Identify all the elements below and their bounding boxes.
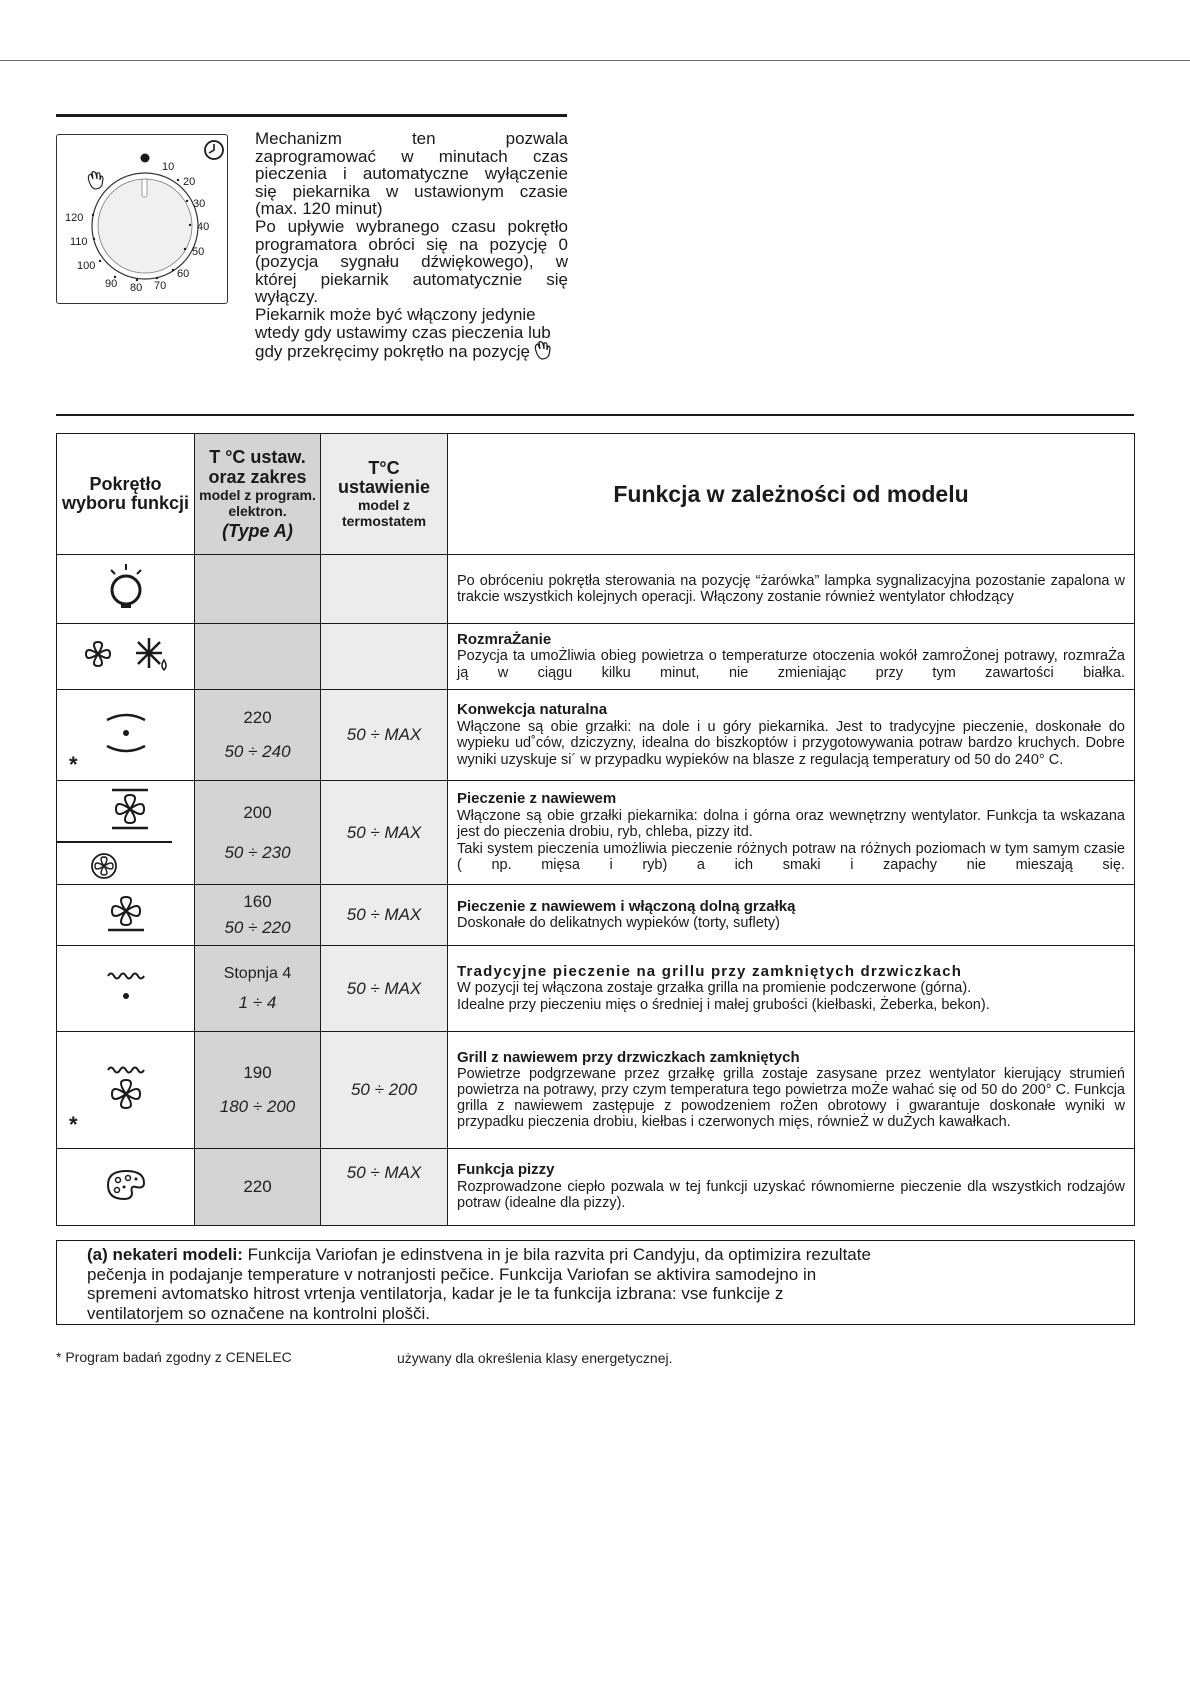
fan-with-heaters-icon xyxy=(105,787,155,831)
timer-line: się piekarnika w ustawionym czasie xyxy=(255,181,568,201)
dial-number: 10 xyxy=(162,161,175,173)
dial-number: 100 xyxy=(77,260,96,272)
timer-line: Po upływie wybranego czasu pokrętło xyxy=(255,216,568,236)
section-rule xyxy=(56,114,567,117)
thermo-value: 50 ÷ 200 xyxy=(350,1080,418,1099)
table-row xyxy=(57,781,1135,885)
thermo-value: 50 ÷ MAX xyxy=(346,1163,422,1182)
row-title: Pieczenie z nawiewem xyxy=(457,790,617,808)
row-thermo-cell xyxy=(321,781,448,885)
star-marker: * xyxy=(69,1112,78,1137)
temp-set: 200 xyxy=(243,802,272,822)
timer-line: której piekarnik automatycznie się xyxy=(255,269,568,289)
row-thermo-cell xyxy=(321,555,448,624)
note-box xyxy=(56,1240,1135,1325)
row-desc-cell xyxy=(448,1149,1135,1226)
thermo-value: 50 ÷ MAX xyxy=(346,725,422,744)
header-knob: Pokrętło wyboru funkcji xyxy=(57,434,195,555)
zero-dot-icon xyxy=(141,154,150,163)
row-temp-cell xyxy=(195,690,321,781)
row-icon-cell xyxy=(57,885,195,946)
row-icon-cell xyxy=(57,1032,195,1149)
temp-range: 180 ÷ 200 xyxy=(219,1097,296,1116)
timer-line: (max. 120 minut) xyxy=(255,199,383,219)
timer-line: (pozycja sygnału dźwiękowego), w xyxy=(255,252,568,272)
row-desc-cell xyxy=(448,885,1135,946)
header-thermo: T°C ustawienie model z termostatem xyxy=(321,434,448,555)
fan-grill-icon xyxy=(104,1064,148,1112)
fan-icon xyxy=(86,642,110,666)
temp-set: Stopnja 4 xyxy=(223,964,292,982)
row-description: Włączone są obie grzałki piekarnika: dolna i górna oraz wewnętrzny wentylator. Funkcja ta wskazana jest do pieczenia drobiu, ryb, chleba, pizzy itd. xyxy=(457,807,1125,841)
dial-number: 50 xyxy=(192,246,205,258)
top-rule xyxy=(0,60,1190,61)
temp-set: 220 xyxy=(243,708,272,727)
conventional-heating-icon xyxy=(101,708,151,758)
row-icon-cell xyxy=(57,1149,195,1226)
table-row xyxy=(57,946,1135,1032)
timer-line: zaprogramować w minutach czas xyxy=(255,146,568,166)
timer-line: wtedy gdy ustawimy czas pieczenia lub xyxy=(255,322,551,342)
dial-number: 110 xyxy=(70,236,88,248)
row-thermo-cell xyxy=(321,624,448,690)
dial-number: 40 xyxy=(197,221,210,233)
note-text: (a) nekateri modeli: Funkcija Variofan je edinstvena in je bila razvita pri Candyju, da optimizira rezultate pečenja in podajanje temperature v notranjosti pečice. Funkcija Variofan se aktivira samodejno in spremeni avtomatsko hitrost vrtenja ventilatorja, kadar je le ta funkcija izbrana: vse funkcije z ventilatorjem so označene na kontrolni plošči. xyxy=(87,1245,871,1323)
row-desc-cell xyxy=(448,555,1135,624)
row-description: W pozycji tej włączona zostaje grzałka grilla na promienie podczerwone (górna). Idealne przy pieczeniu mięs o średniej i małej grubości (kiełbaski, Żeberka, bekon). xyxy=(457,980,990,1013)
fan-bottom-heater-icon xyxy=(104,893,148,933)
dial-number: 60 xyxy=(177,268,190,280)
icon-divider xyxy=(57,841,172,843)
row-title: Grill z nawiewem przy drzwiczkach zamkniętych xyxy=(457,1048,800,1066)
dial-number: 70 xyxy=(154,280,167,292)
row-description: Doskonałe do delikatnych wypieków (torty, suflety) xyxy=(457,915,780,931)
table-row xyxy=(57,624,1135,690)
star-marker: * xyxy=(69,752,78,777)
temp-set: 220 xyxy=(243,1177,272,1196)
row-description-2: Taki system pieczenia umożliwia pieczenie różnych potraw na różnych poziomach w tym samym czasie ( np. mięsa i ryb) a ich smaki i zapachy nie mieszają się. xyxy=(457,840,1125,874)
temp-range: 50 ÷ 240 xyxy=(224,742,291,761)
row-desc-cell xyxy=(448,781,1135,885)
note-lead: (a) nekateri modeli: xyxy=(87,1245,243,1264)
timer-dial-graphic xyxy=(57,135,227,303)
row-temp-cell xyxy=(195,946,321,1032)
pizza-icon xyxy=(104,1167,148,1203)
row-title: RozmraŻanie xyxy=(457,630,552,648)
table-row xyxy=(57,1032,1135,1149)
header-function: Funkcja w zależności od modelu xyxy=(448,434,1135,555)
header-temp: T °C ustaw. oraz zakres model z program. elektron. (Type A) xyxy=(195,434,321,555)
table-row xyxy=(57,885,1135,946)
row-icon-cell xyxy=(57,781,195,885)
row-thermo-cell xyxy=(321,1149,448,1226)
footnote-right: używany dla określenia klasy energetycznej. xyxy=(397,1350,673,1366)
functions-table xyxy=(56,433,1135,1226)
row-icon-cell xyxy=(57,555,195,624)
row-description: Włączone są obie grzałki: na dole i u góry piekarnika. Jest to tradycyjne pieczenie, doskonałe do wypieku ud˚ców, dziczyzny, idealna do biszkoptów i przygotowywania potraw bardzo kruchych. Dobre wyniki uzyskuje si´ w przypadku wypieków na blasze z regulacją temperatury od 50 do 240° C. xyxy=(457,718,1125,768)
row-desc-cell xyxy=(448,1032,1135,1149)
row-title: Tradycyjne pieczenie na grillu przy zamkniętych drzwiczkach xyxy=(457,962,963,980)
clock-icon xyxy=(205,141,223,159)
row-temp-cell xyxy=(195,885,321,946)
timer-description xyxy=(255,130,568,365)
row-temp-cell xyxy=(195,1032,321,1149)
row-temp-cell xyxy=(195,1149,321,1226)
dial-number: 20 xyxy=(183,176,196,188)
row-temp-cell xyxy=(195,781,321,885)
row-description: Pozycja ta umoŻliwia obieg powietrza o temperaturze otoczenia wokół zamroŻonej potrawy, rozmraŻa ją w ciągu kilku minut, nie zmieniając przy tym zawartości białka. xyxy=(457,648,1125,681)
timer-line: Mechanizm ten pozwala xyxy=(255,129,568,148)
hand-icon xyxy=(88,172,103,189)
timer-line: pieczenia i automatyczne wyłączenie xyxy=(255,164,568,184)
row-desc-cell xyxy=(448,624,1135,690)
table-header-row xyxy=(57,434,1135,555)
timer-line: programatora obróci się na pozycję 0 xyxy=(255,234,568,254)
row-title: Konwekcja naturalna xyxy=(457,701,608,718)
dial-number: 90 xyxy=(105,278,118,290)
thermo-value: 50 ÷ MAX xyxy=(346,905,422,924)
temp-set: 190 xyxy=(243,1063,272,1082)
defrost-icon xyxy=(136,638,166,670)
row-thermo-cell xyxy=(321,946,448,1032)
temp-range: 50 ÷ 230 xyxy=(224,842,291,862)
grill-icon xyxy=(104,968,148,1004)
row-description: Po obróceniu pokrętła sterowania na pozycję “żarówka” lampka sygnalizacyjna pozostanie zapalona w trakcie wszystkich kolejnych operacji. Włączony zostanie również wentylator chłodzący xyxy=(457,572,1125,605)
timer-dial xyxy=(56,134,228,304)
section-rule-2 xyxy=(56,414,1134,416)
fan-ring-icon xyxy=(89,851,119,881)
table-row xyxy=(57,690,1135,781)
timer-line-last: gdy przekręcimy pokrętło na pozycję xyxy=(255,341,568,365)
row-icon-cell xyxy=(57,946,195,1032)
row-description: Powietrze podgrzewane przez grzałkę grilla zostaje zasysane przez wentylator kierujący strumień powietrza na potrawy, przy czym temperatura tego powietrza moŻe wahać się od 50 do 200° C. Funkcja grilla z nawiewem zastępuje z powodzeniem roŻen obrotowy i gwarantuje doskonałe wyniki w przypadku pieczenia drobiu, kiełbas i czerwonych mięs, równieŻ w duŻych kawałkach. xyxy=(457,1066,1125,1131)
hand-icon xyxy=(534,341,552,365)
dial-number: 30 xyxy=(193,198,206,210)
lamp-icon xyxy=(103,561,149,613)
dial-number: 80 xyxy=(130,282,143,294)
dial-number: 120 xyxy=(65,212,84,224)
row-title: Pieczenie z nawiewem i włączoną dolną grzałką xyxy=(457,897,796,915)
table-row xyxy=(57,1149,1135,1226)
row-temp-cell xyxy=(195,555,321,624)
row-icon-cell xyxy=(57,624,195,690)
timer-line: wyłączy. xyxy=(255,287,318,307)
row-title: Funkcja pizzy xyxy=(457,1161,555,1179)
row-thermo-cell xyxy=(321,1032,448,1149)
row-thermo-cell xyxy=(321,885,448,946)
row-icon-cell xyxy=(57,690,195,781)
footnote-left: * Program badań zgodny z CENELEC xyxy=(56,1349,292,1365)
table-row xyxy=(57,555,1135,624)
row-description: Rozprowadzone ciepło pozwala w tej funkcji uzyskać równomierne pieczenie dla wszystkich rodzajów potraw (idealne dla pizzy). xyxy=(457,1178,1125,1212)
timer-line: Piekarnik może być włączony jedynie xyxy=(255,304,536,324)
thermo-value: 50 ÷ MAX xyxy=(346,822,422,842)
temp-range: 50 ÷ 220 xyxy=(224,918,291,937)
row-thermo-cell xyxy=(321,690,448,781)
thermo-value: 50 ÷ MAX xyxy=(346,978,422,998)
row-desc-cell xyxy=(448,946,1135,1032)
row-temp-cell xyxy=(195,624,321,690)
temp-range: 1 ÷ 4 xyxy=(238,992,277,1012)
row-desc-cell xyxy=(448,690,1135,781)
temp-set: 160 xyxy=(243,892,272,911)
